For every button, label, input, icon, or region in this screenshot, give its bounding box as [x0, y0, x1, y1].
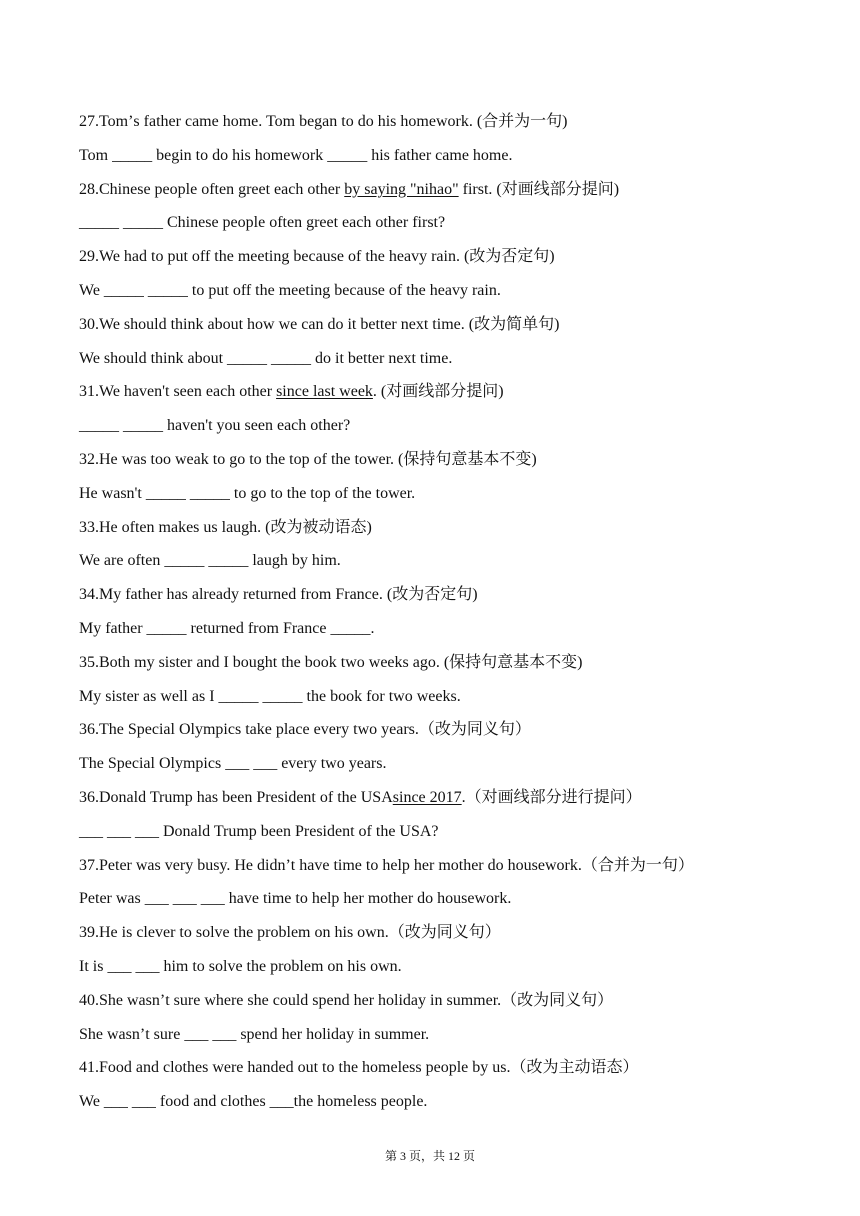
answer-36b: ___ ___ ___ Donald Trump been President of the USA? — [79, 822, 439, 840]
question-text: 36.Donald Trump has been President of the USA — [79, 788, 393, 806]
answer-32: He wasn't _____ _____ to go to the top of the tower. — [79, 484, 416, 502]
answer-28: _____ _____ Chinese people often greet each other first? — [79, 214, 446, 232]
answer-40: She wasnʼt sure ___ ___ spend her holiday in summer. — [79, 1025, 430, 1043]
page-footer: 第 3 页，共 12 页 — [384, 1149, 475, 1163]
underlined-phrase: by saying "nihao" — [344, 180, 459, 198]
question-text: 28.Chinese people often greet each other — [79, 180, 345, 198]
question-33: 33.He often makes us laugh. (改为被动语态) — [79, 518, 372, 536]
question-32: 32.He was too weak to go to the top of the tower. (保持句意基本不变) — [79, 450, 537, 468]
answer-37: Peter was ___ ___ ___ have time to help her mother do housework. — [79, 890, 512, 908]
question-34: 34.My father has already returned from France. (改为否定句) — [79, 586, 478, 604]
question-28 — [79, 178, 819, 212]
answer-29: We _____ _____ to put off the meeting because of the heavy rain. — [79, 281, 501, 299]
question-36a: 36.The Special Olympics take place every two years.（改为同义句） — [79, 721, 531, 739]
question-41: 41.Food and clothes were handed out to the homeless people by us.（改为主动语态） — [79, 1059, 639, 1077]
question-40: 40.She wasnʼt sure where she could spend her holiday in summer.（改为同义句） — [79, 991, 614, 1009]
question-30: 30.We should think about how we can do it better next time. (改为简单句) — [79, 315, 560, 333]
answer-35: My sister as well as I _____ _____ the book for two weeks. — [79, 687, 461, 705]
question-text: 31.We haven't seen each other — [79, 383, 277, 401]
answer-30: We should think about _____ _____ do it better next time. — [79, 349, 453, 367]
answer-31: _____ _____ haven't you seen each other? — [79, 417, 351, 435]
question-36b — [79, 786, 819, 820]
question-27: 27.Tomʼs father came home. Tom began to do his homework. (合并为一句) — [79, 113, 568, 130]
underlined-phrase: since 2017 — [392, 788, 462, 806]
answer-33: We are often _____ _____ laugh by him. — [79, 552, 341, 570]
underlined-phrase: since last week — [276, 383, 373, 401]
question-39: 39.He is clever to solve the problem on his own.（改为同义句） — [79, 924, 501, 942]
question-29: 29.We had to put off the meeting because of the heavy rain. (改为否定句) — [79, 248, 555, 266]
question-35: 35.Both my sister and I bought the book two weeks ago. (保持句意基本不变) — [79, 653, 583, 671]
question-31 — [79, 380, 819, 414]
question-list — [79, 110, 819, 1124]
question-instruction: . (对画线部分提问) — [372, 383, 504, 401]
answer-34: My father _____ returned from France _____. — [79, 619, 375, 637]
answer-41: We ___ ___ food and clothes ___the homeless people. — [79, 1093, 428, 1111]
answer-27: Tom _____ begin to do his homework _____ his father came home. — [79, 146, 513, 164]
answer-36a: The Special Olympics ___ ___ every two years. — [79, 755, 387, 773]
question-instruction: .（对画线部分进行提问） — [461, 788, 642, 806]
answer-39: It is ___ ___ him to solve the problem on his own. — [79, 957, 402, 975]
question-37: 37.Peter was very busy. He didnʼt have time to help her mother do housework.（合并为一句） — [79, 856, 694, 874]
question-instruction: first. (对画线部分提问) — [458, 180, 620, 198]
